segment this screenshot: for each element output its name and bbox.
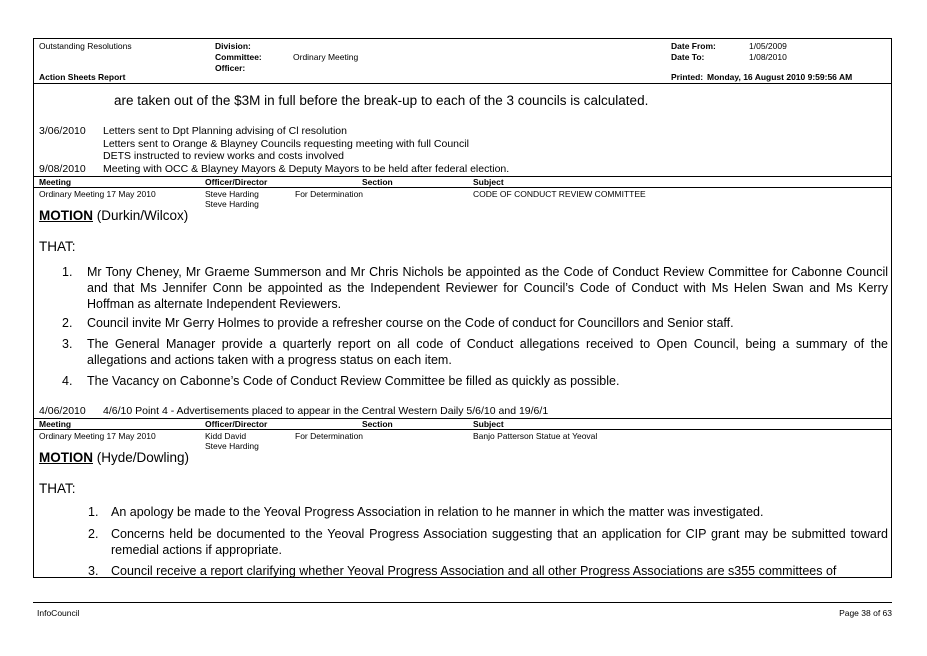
page-number: Page 38 of 63 [839, 608, 892, 618]
resolution-point: Mr Tony Cheney, Mr Graeme Summerson and Mr Chris Nichols be appointed as the Code of Conduct Review Committee for Cabonne Council and that Ms Jennifer Conn be appointed as the Independent Reviewer for Council’s Code of Conduct with Ms Helen Swan and Ms Kerry Hoffman as alternate Independent Reviewers. [87, 265, 888, 311]
resolution-point: The General Manager provide a quarterly report on all code of Conduct allegations received to Open Council, being a summary of the allegations and actions taken with a progress status on each item. [87, 337, 888, 367]
note-text: 4/6/10 Point 4 - Advertisements placed to appear in the Central Western Daily 5/6/10 and 19/6/1 [103, 405, 549, 417]
printed-value: Monday, 16 August 2010 9:59:56 AM [707, 72, 853, 82]
director-value: Steve Harding [205, 199, 259, 209]
divider [34, 418, 891, 419]
footer-system: InfoCouncil [37, 608, 80, 618]
printed-label: Printed: [671, 72, 704, 82]
note-text: Letters sent to Orange & Blayney Councils requesting meeting with full Council [103, 138, 469, 150]
note-text: Letters sent to Dpt Planning advising of Cl resolution [103, 125, 347, 137]
column-header-officer: Officer/Director [205, 177, 268, 187]
report-name: Action Sheets Report [39, 72, 126, 82]
officer-value: Kidd David [205, 431, 247, 441]
meeting-value: Ordinary Meeting 17 May 2010 [39, 189, 156, 199]
resolution-point: An apology be made to the Yeoval Progress Association in relation to he manner in which the matter was investigated. [111, 505, 764, 519]
section-value: For Determination [295, 431, 364, 441]
divider [34, 429, 891, 430]
date-from-label: Date From: [671, 41, 716, 51]
point-number: 2. [62, 316, 73, 330]
motion-word: MOTION [39, 208, 93, 223]
section-value: For Determination [295, 189, 364, 199]
point-number: 3. [62, 337, 73, 351]
motion-heading [39, 450, 189, 465]
footer-rule [33, 602, 892, 603]
divider [34, 187, 891, 188]
subject-value: CODE OF CONDUCT REVIEW COMMITTEE [473, 189, 646, 199]
note-date: 9/08/2010 [39, 163, 86, 175]
column-header-subject: Subject [473, 419, 504, 429]
report-body [33, 83, 892, 578]
committee-label: Committee: [215, 52, 262, 62]
date-to-value: 1/08/2010 [749, 52, 787, 62]
subject-value: Banjo Patterson Statue at Yeoval [473, 431, 598, 441]
director-value: Steve Harding [205, 441, 259, 451]
date-to-label: Date To: [671, 52, 705, 62]
motion-heading [39, 208, 188, 223]
resolution-point: Concerns held be documented to the Yeoval Progress Association suggesting that an application for CIP grant may be submitted toward remedial actions if appropriate. [111, 527, 888, 557]
report-type: Outstanding Resolutions [39, 41, 132, 51]
resolution-point: Council invite Mr Gerry Holmes to provide a refresher course on the Code of conduct for Councillors and Senior staff. [87, 316, 734, 330]
note-text: Meeting with OCC & Blayney Mayors & Deputy Mayors to be held after federal election. [103, 163, 510, 175]
motion-movers: (Durkin/Wilcox) [96, 208, 189, 223]
column-header-subject: Subject [473, 177, 504, 187]
point-number: 1. [62, 265, 73, 279]
meeting-value: Ordinary Meeting 17 May 2010 [39, 431, 156, 441]
note-text: DETS instructed to review works and costs involved [103, 150, 345, 162]
point-number: 3. [88, 564, 99, 578]
column-header-section: Section [362, 177, 393, 187]
resolution-point: The Vacancy on Cabonne’s Code of Conduct Review Committee be filled as quickly as possible. [87, 374, 620, 388]
motion-word: MOTION [39, 450, 93, 465]
division-label: Division: [215, 41, 251, 51]
column-header-meeting: Meeting [39, 177, 72, 187]
date-from-value: 1/05/2009 [749, 41, 787, 51]
motion-movers: (Hyde/Dowling) [96, 450, 190, 465]
column-header-meeting: Meeting [39, 419, 72, 429]
committee-value: Ordinary Meeting [293, 52, 359, 62]
column-header-section: Section [362, 419, 393, 429]
continuation-text: are taken out of the $3M in full before the break-up to each of the 3 councils is calculated. [114, 93, 649, 108]
point-number: 1. [88, 505, 99, 519]
column-header-officer: Officer/Director [205, 419, 268, 429]
point-number: 2. [88, 527, 99, 541]
that-label: THAT: [39, 481, 76, 496]
that-label: THAT: [39, 239, 76, 254]
resolution-point: Council receive a report clarifying whether Yeoval Progress Association and all other Progress Associations are s355 committees of [111, 564, 837, 578]
officer-label: Officer: [215, 63, 246, 73]
report-header [33, 38, 892, 84]
officer-value: Steve Harding [205, 189, 259, 199]
point-number: 4. [62, 374, 73, 388]
note-date: 3/06/2010 [39, 125, 86, 137]
note-date: 4/06/2010 [39, 405, 86, 417]
divider [34, 176, 891, 177]
